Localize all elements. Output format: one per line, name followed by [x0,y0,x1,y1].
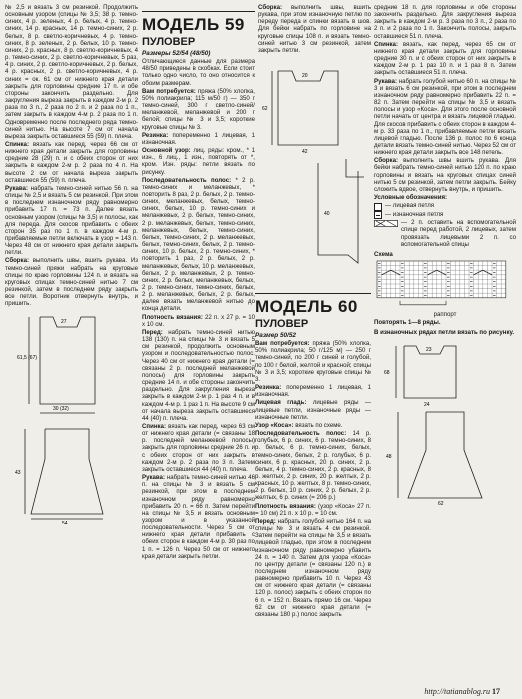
front-back-outline [40,317,95,404]
footer-url-prefix: http:// [424,687,444,696]
dim-width-1: 30 (32) [53,405,69,412]
footer-url-host: tatianablog.ru [443,687,490,696]
model-59-diagrams [258,55,371,275]
knit-stitch-icon [374,203,382,211]
m60-front-text: набрать голубой нитью 164 п. на спицы № 3 и вязать 4 см резинкой. Затем перейти на спицы № 3,5 и вязать лицевой гладью, при этом в последнем изнаночном ряду равномерно убавить 24 п. = 140 п. Затем для узора «Коса» по центру детали (= связаны 120 п.) в последнем изнаночном ряду равномерно прибавить 10 п. Через 43 см от нижнего края детали (= связаны 120 р. полос) закрыть с обеих сторон по 6 п. = 152 п. Вязать прямо 16 см. Через 62 см от нижнего края детали (= связаны 180 р.) полос закрыть [255,517,371,618]
sleeve-outline [31,429,103,514]
col1-back-text: вязать как перед, через 66 см от нижнего края детали закрыть для горловины средние 28 (29) п. и с обеих сторон от них закрыть в каждом 2-м р. 2 раза по 4 п. На высоте 2 см от начала выреза закрыть оставшиеся 55 (59) п. плеча. [5,140,138,184]
dim-sleeve-height-1: 43 [15,469,21,476]
m59-pattern-label: Основной узор: [142,147,191,155]
schema-repeat-text: Повторять 1—8 ряды. [374,319,441,327]
m60-stockinette [255,399,371,420]
m59-materials-text: пряжа (50% хлопка, 50% полиакрила; 115 м/50 г) — 350 г темно-синей, 300 г светло-синей/меланжевой, меланжевой и 200 г белой; спицы № 3 и 3,5; короткие круговые спицы № 3. [142,87,255,131]
m59-rib-text: попеременно 1 лицевая, 1 изнаночная. [142,131,255,146]
m59-materials [142,88,255,131]
m59-front-text: набрать темно-синей нитью 138 (130) п. на спицы № 3 и вязать 5 см резинкой, продолжить основным узором и последовательностью полос. Через 40 см от нижнего края детали (= связаны 2 р. последней меланжевой полосы) для горловины закрыть средние 14 п. и обе стороны закончить раздельно. Для закругления выреза закрыть в каждом 2-м р. 1 раз 4 п. и в каждом 4-м р. 1 раз 1 п. На высоте 9 см от начала выреза закрыть оставшиеся 44 (40) п. плеча. [142,328,255,422]
schema-wrong-rows [374,329,516,336]
footer-url[interactable] [424,687,500,696]
dim-sleeve-width-1: 54 [62,520,68,524]
m60-sleeve-outline [408,412,482,498]
m59-intro: Отличающиеся данные для размера 48/50 приведены в скобках. Если стоит только одно число, то оно относится к обоим размерам. [142,58,255,87]
m60-sleeves-text: набрать голубой нитью 60 п. на спицы № 3 и вязать 6 см резинкой, при этом в последнем изнаночном ряду равномерно прибавить 22 п. = 82 п. Затем перейти на спицы № 3,5 и вязать полосы и узор «Коса». Для этого после основной петли начать от центра и вязать лицевой гладью. Для скосов прибавить с обеих сторон в каждом 4-м р. 33 раза по 1 п., прибавляемые петли вязать лицевой гладью. После 136 р. полос по 6 конца детали вязать темно-синей нитью. Через 52 см от нижнего края детали закрыть все 148 петель. [374,77,516,157]
col1-back-label: Спинка: [5,140,29,148]
col1-assembly-label: Сборка: [5,257,29,265]
m60-cable [255,422,371,429]
model-59-title: МОДЕЛЬ 59 [142,15,245,34]
m59-sleeves-text: набрать темно-синей нитью 46 п. на спицы № 3 и вязать 5 см резинкой, при этом в последнем изнаночном ряду равномерно прибавить 20 п. = 66 п. Затем перейти на спицы № 3,5 и вязать основным узором и в указанной последовательности. Через 5 см от нижнего края детали прибавить с обеих сторон в каждом 4-м р. 30 раз по 1 п. = 126 п. Через 50 см от нижнего края детали закрыть петли. [142,474,255,560]
m60-dim-sleeve: 48 [386,453,392,460]
m60-rib [255,384,371,398]
model-60-title: МОДЕЛЬ 60 [255,297,358,316]
m60-materials-label: Вам потребуется: [255,340,310,348]
m60-dim-width: 24 [424,401,430,408]
m60-stockinette-text: лицевые ряды — лицевые петли, изнаночные ряды — изнаночные петли. [255,399,371,421]
m60-dim-height: 68 [384,369,390,376]
m59-back [142,423,255,473]
m59-materials-label: Вам потребуется: [142,87,196,95]
schema-repeat [374,319,516,326]
col1-pattern-diagrams [5,309,138,524]
model-59-subtitle: ПУЛОВЕР [142,36,196,48]
model-60-subtitle: ПУЛОВЕР [255,318,309,330]
m60-dim-neck: 23 [426,346,432,353]
legend-title [374,194,516,201]
model-60-rule [255,293,371,294]
column-3 [258,4,371,277]
m59-pattern-text: лиц. ряды: кром., * 1 изн., 6 лиц., 1 изн., повторять от *, кром. Изн. ряды: петли вязать по рисунку. [142,147,255,176]
schema-wrong-rows-text: В изнаночных рядах петли вязать по рисунку. [374,329,515,337]
m60-gauge [255,503,371,517]
dim-neck-1: 27 [61,318,67,325]
legend-row-knit [374,202,516,211]
col1-sleeves-text: набрать темно-синей нитью 56 п. на спицы № 2,5 и вязать 5 см резинкой. При этом в последнем изнаночном ряду равномерно прибавить 17 п. = 73 п. Далее вязать основным узором (спицы № 3,5) и полосы, как для переда. Для скосов прибавить с обеих сторон 35 раз по 1 п. в каждом 4-м р. прибавляемые петли включать в узор = 143 п. Через 48 см от нижнего края детали закрыть петли. [5,184,138,257]
m60-cable-label: Узор «Коса»: [255,421,294,429]
m60-stripes-text: 14 р. голубых, 6 р. синих, 6 р. темно-синих, 8 р. белых, 6 р. темно-синих, белых, темно-синих, белых, 2 р. голубых, 6 р. синих, 6 р. красных, 20 р. синих, 2 р. белых, 4 р. темно-синих, 2 р. красных, 8 р. желтых, 2 р. синих, 20 р. желтых, 2 р. красных, 10 р. желтых, 8 р. темно-синих, 2 р. белых, 10 р. синих, 2 р. белых, 2 р. желтых, 6 р. синих (= 206 р.) [255,430,371,502]
m60-back-text: вязать, как перед, через 65 см от нижнего края детали закрыть для горловины средние 30 п. и с обеих сторон от них закрыть в каждом 2-м р. 1 раз 10 п. и 1 раз 8 п. Затем закрыть оставшиеся 51 п. плеча. [374,40,516,77]
m59-sleeves [142,474,255,560]
m60-stripes-label: Последовательность полос: [255,430,347,438]
column-4 [374,4,516,508]
col1-intro: № 2,5 и вязать 3 см резинкой. Продолжить основным узором (спицы № 3,5; 38 р. темно-синих, 4 р. зеленых, 4 р. белых, 4 р. темно-синих, 14 р. красных, 14 р. темно-синих, 2 р. белых, 8 р. светло-коричневых, 4 р. темно-синих, 8 р. зеленых, 2 р. белых, 10 р. темно-синих, 2 р. красных, 8 р. светло-коричневых, 4 р. темно-синих, 2 р. светло-коричневых, 5 раз, 4 р. синих, 2 р. светло-коричневых, 2 р. белых, 4 р. красных, 2 р. светло-коричневых, 4 р. синих = ок. 61 см от нижнего края детали закрыть для горловины средние 17 п. и обе стороны закончить раздельно. Для закругления выреза закрыть в каждом 2-м р. 2 раза по 3 п., 2 раза по 2 п. и 2 раза по 1 п., затем закрыть в каждом 4-м р. 2 раза по 1 п. Одновременно после последнего ряда темно-синей нитью. На высоте 7 см от начала выреза закрыть оставшиеся 55 (59) п. плеча. [5,4,138,140]
m60-back [374,41,516,77]
schema-label-text: Схема [374,250,393,258]
col1-sleeves [5,185,138,257]
schema-rapport: раппорт [433,311,457,319]
m60-cable-text: вязать по схеме. [295,421,343,429]
m60-assembly-text: выполнить швы вшить рукава. Для бейки набрать темно-синей нитью 120 п. по краю горловины и вязать на круговых спицах синей нитью 5 см резинкой, затем петли закрыть. Бейку сложить вдвое, отвернуть внутрь, и пришить. [374,157,516,193]
legend-cable-text: — 2 п. оставить на вспомогательной спице перед работой, 2 лицевых, затем провязать лицевыми 2 п. со вспомогательной спицы [401,219,516,248]
m59-stripes [142,177,255,313]
m59-gauge [142,314,255,328]
model-60-sizes: Размер 50/52 [255,332,296,339]
dim-height-1: 61,5 (67) [17,354,38,361]
m60-rib-label: Резинка: [255,384,282,392]
cable-chart-grid [374,259,516,311]
model-59-sizes: Размеры 52/54 (48/50) [142,50,211,57]
m59-dim-neck: 20 [302,73,308,80]
legend-row-cable [374,219,516,248]
m59-assembly [258,4,371,54]
m60-rib-text: попеременно 1 лицевая, 1 изнаночная. [255,384,371,399]
col1-sleeves-label: Рукава: [5,184,28,192]
m60-stockinette-label: Лицевая гладь: [255,399,307,407]
col1-back [5,141,138,184]
schema-label [374,251,516,258]
col1-assembly [5,257,138,307]
rapport-bracket [400,301,446,305]
m60-stripes [255,430,371,502]
model-60-block [255,292,371,619]
m59-pattern [142,147,255,176]
legend-row-purl [374,211,516,220]
m60-sleeves-label: Рукава: [374,77,397,85]
purl-stitch-icon [374,211,382,219]
m59-assembly-text: выполнить швы, вшить рукава, при этом изнаночную петлю по переду переда и спинки вязать в шов. Для бейки набрать по горловине на круговые спицы 108 п. и вязать темно-синей нитью 3 см резинкой, затем закрыть петли. [258,4,371,54]
m60-front-label: Перед: [255,517,276,525]
m60-assembly [374,157,516,193]
legend-knit-text: — лицевая петля [385,202,435,210]
m59-dim-height: 62 [262,106,268,113]
col1-assembly-text: выполнить швы, вшить рукава. Из темно-синей пряжи набрать на круговые спицы по краю горловины 124 п. и вязать на круговых спицах темно-синей нитью 7 см резинкой, затем в последнем ряду закрыть все петли. Воротник отвернуть внутрь, и пришить. [5,257,138,308]
m59-front [142,329,255,422]
m59-stripes-label: Последовательность полос: [142,176,232,184]
legend-title-text: Условные обозначения: [374,194,448,202]
m60-gauge-label: Плотность вязания: [255,502,316,510]
m60-materials-text: пряжа (50% хлопка, 50% полиакрила; 50 г/125 м) — 250 г темно-синей, по 200 г синей и голубой, по 100 г белой, желтой и красной; спицы № 3 и 3,5; короткие круговые спицы № 3. [255,340,371,383]
m59-dim-sleeve: 40 [324,211,330,218]
column-2-model-59 [142,10,255,561]
m59-sleeves-label: Рукава: [142,474,165,482]
m59-rib [142,132,255,146]
column-1 [5,4,138,526]
m60-front [255,518,371,618]
model-60-diagrams [374,338,516,506]
page-number: 17 [492,687,500,696]
m59-stripes-text: * 2 р. темно-синих и меланжевых, * повторить 8 раз, 2 р. белых, 2 р. темно-синих, меланжевых, белых, темно-синих, белых, 10 р. темно-синих и меланжевых, 2 р. белых, темно-синих, 2 р. меланжевых, белых, темно-синих, меланжевых, белых, темно-синих, белых, темно-синих, 2 р. меланжевых, белых, темно-синих, белых, 2 р. темно-синих, 10 р. белых, 2 р. темно-синих, * повторить 1 раз, 2 р. белых, 2 р. меланжевых, белых, 10 р. меланжевых, белых, 2 р. меланжевых, 2 р. темно-синих, 2 р. белых, меланжевых, белых, 2 р. темно-синих, темно-синих, белых, 2 р. меланжевых, белых, 2 р. белых, далее вязать меланжевой нитью до конца детали. [142,176,255,313]
m59-assembly-label: Сборка: [258,4,282,11]
m60-materials [255,340,371,383]
m60-back-label: Спинка: [374,40,398,48]
m60-gauge-text: (узор «Коса» 27 п. = 10 см) 21 п. х 10 р. = 10 см. [255,502,371,517]
m60-front-cont: средние 18 п. для горловины и обе стороны закончить раздельно. Для закругления выреза закрыть в каждом 2-м р. 3 раза по 3 п., 2 раза по 2 п. и 2 раза по 1 п. Закончить полосы, закрыть оставшиеся 51 п. плеча. [374,4,516,40]
m59-gauge-label: Плотность вязания: [142,313,203,321]
m59-rib-label: Резинка: [142,131,169,139]
chart-schema [374,251,516,337]
m59-back-label: Спинка: [142,422,166,430]
m59-front-outline [278,71,338,145]
m60-front-outline [404,346,456,398]
m59-gauge-text: 22 п. х 27 р. = 10 х 10 см. [142,313,255,328]
cable-cross-icon [374,220,398,227]
m60-assembly-label: Сборка: [374,157,398,165]
m59-front-label: Перед: [142,328,163,336]
model-59-rule [142,11,255,12]
m60-dim-sleeve-width: 62 [438,500,444,506]
m59-dim-width: 42 [302,149,308,156]
m59-back-text: вязать как перед, через 63 см от нижнего края детали (= связаны 18 р. последней меланжевой полосы) закрыть для горловины средние 26 п. и с обеих сторон от них закрыть в каждом 2-м р. 2 раза по 3 п. Затем закрыть оставшиеся 44 (40) п. плеча. [142,422,255,473]
legend-purl-text: — изнаночная петля [385,210,444,218]
m60-sleeves [374,78,516,157]
